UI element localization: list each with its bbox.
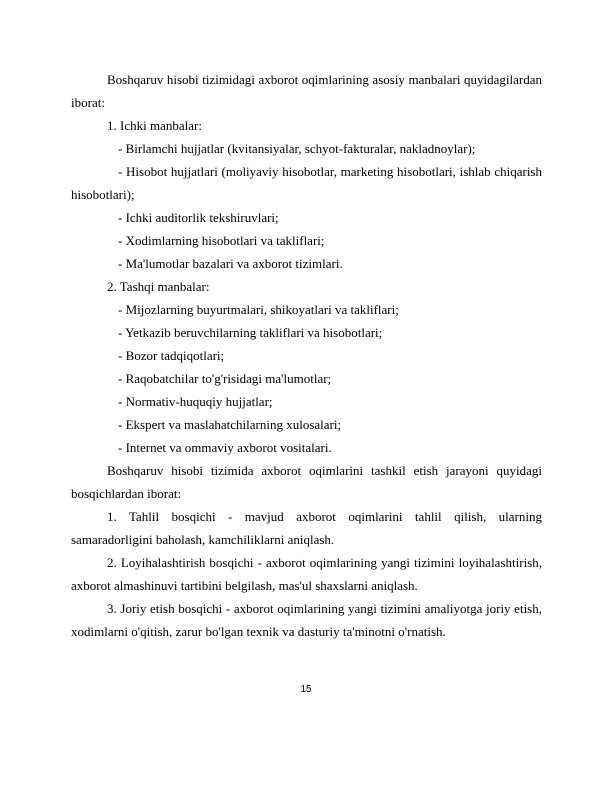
external-sources-heading: 2. Tashqi manbalar: (107, 279, 210, 294)
internal-source-item: - Hisobot hujjatlari (moliyaviy hisobotlar, marketing hisobotlari, ishlab chiqarish hisobotlari); (71, 164, 542, 202)
stage-paragraph: 3. Joriy etish bosqichi - axborot oqimlarining yangi tizimini amaliyotga joriy etish, xodimlarni o'qitish, zarur bo'lgan texnik va dasturiy ta'minotni o'rnatish. (71, 601, 542, 639)
external-source-item: - Ekspert va maslahatchilarning xulosalari; (118, 417, 342, 432)
intro-paragraph: Boshqaruv hisobi tizimidagi axborot oqimlarining asosiy manbalari quyidagilardan iborat: (71, 72, 542, 110)
external-source-item: - Yetkazib beruvchilarning takliflari va hisobotlari; (118, 325, 383, 340)
internal-source-item: - Ichki auditorlik tekshiruvlari; (118, 210, 279, 225)
external-source-item: - Internet va ommaviy axborot vositalari. (118, 440, 332, 455)
external-source-item: - Bozor tadqiqotlari; (118, 348, 225, 363)
stage-paragraph: 1. Tahlil bosqichi - mavjud axborot oqimlarini tahlil qilish, ularning samaradorligini baholash, kamchiliklarni aniqlash. (71, 509, 542, 547)
internal-source-item: - Ma'lumotlar bazalari va axborot tizimlari. (118, 256, 343, 271)
external-source-item: - Mijozlarning buyurtmalari, shikoyatlari va takliflari; (118, 302, 399, 317)
stage-paragraph: 2. Loyihalashtirish bosqichi - axborot oqimlarining yangi tizimini loyihalashtirish, axborot almashinuvi tartibini belgilash, mas'ul shaxslarni aniqlash. (71, 555, 542, 593)
stages-intro-paragraph: Boshqaruv hisobi tizimida axborot oqimlarini tashkil etish jarayoni quyidagi bosqichlardan iborat: (71, 463, 542, 501)
internal-sources-heading: 1. Ichki manbalar: (107, 118, 202, 133)
external-source-item: - Raqobatchilar to'g'risidagi ma'lumotlar; (118, 371, 332, 386)
internal-source-item: - Birlamchi hujjatlar (kvitansiyalar, schyot-fakturalar, nakladnoylar); (118, 141, 476, 156)
internal-source-item: - Xodimlarning hisobotlari va takliflari; (118, 233, 325, 248)
external-source-item: - Normativ-huquqiy hujjatlar; (118, 394, 273, 409)
page-number: 15 (300, 684, 312, 695)
document-body (71, 68, 542, 643)
